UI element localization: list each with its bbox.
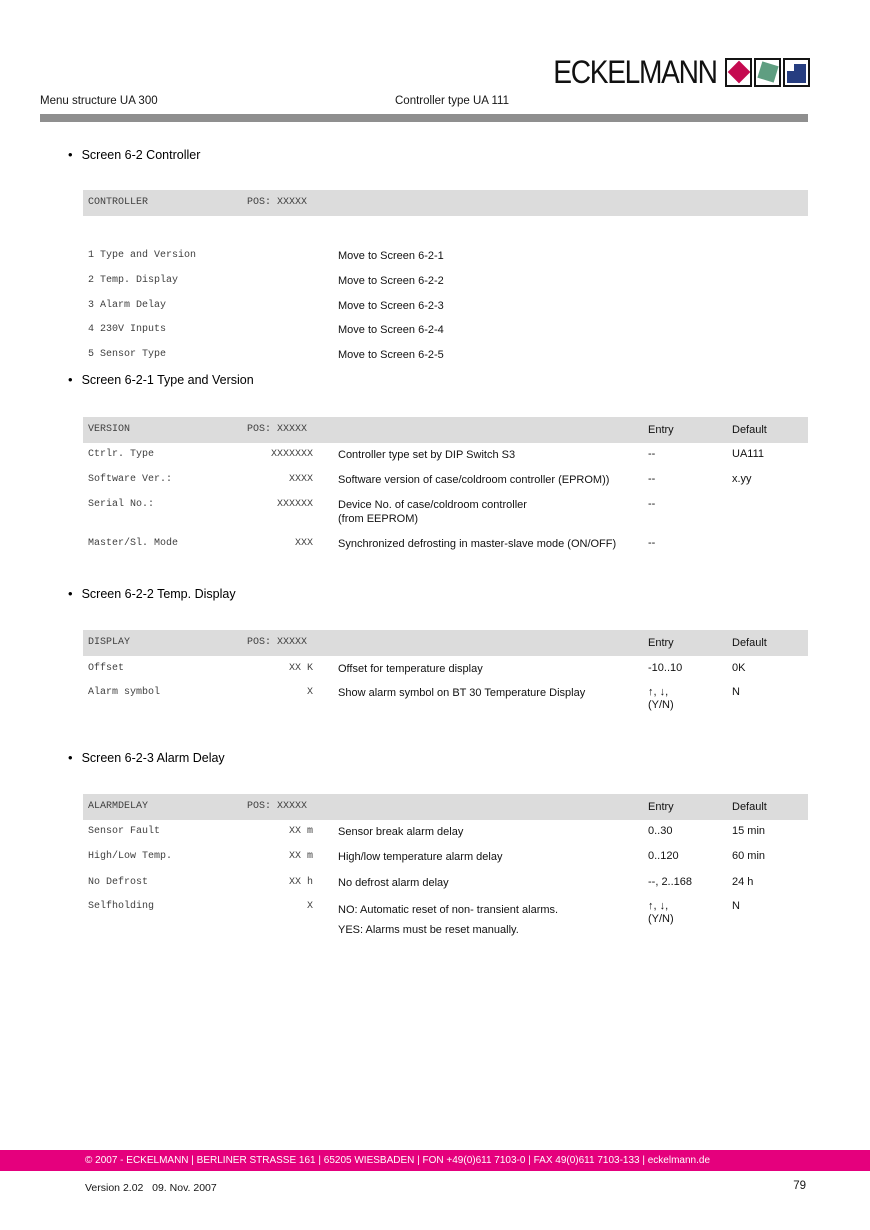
section-heading-6-2: • Screen 6-2 Controller: [68, 147, 200, 162]
row-description: High/low temperature alarm delay: [338, 851, 503, 863]
table-title: DISPLAY: [88, 637, 131, 648]
row-label: Selfholding: [88, 901, 155, 912]
table-screen-6-2: [83, 190, 808, 361]
logo-squares: [725, 58, 810, 87]
page-number: 79: [793, 1180, 806, 1192]
section-heading-6-2-1: • Screen 6-2-1 Type and Version: [68, 372, 254, 387]
row-entry: -10..10: [648, 662, 683, 674]
row-value: XXXX: [288, 474, 313, 485]
row-value: X: [306, 687, 313, 698]
table-row: [83, 851, 808, 865]
row-entry: ↑, ↓, (Y/N): [648, 900, 674, 925]
row-default: 24 h: [732, 876, 754, 888]
table-row: [83, 826, 808, 840]
row-description: Show alarm symbol on BT 30 Temperature Display: [338, 687, 586, 699]
row-label: Ctrlr. Type: [88, 449, 155, 460]
column-header-entry: Entry: [648, 637, 674, 649]
logo-square-blue-icon: [783, 58, 810, 87]
row-value: XX m: [288, 851, 313, 862]
row-label: Master/Sl. Mode: [88, 538, 179, 549]
table-title: ALARMDELAY: [88, 801, 149, 812]
row-description: Controller type set by DIP Switch S3: [338, 449, 516, 461]
column-header-entry: Entry: [648, 801, 674, 813]
row-label: Offset: [88, 663, 125, 674]
row-label: No Defrost: [88, 877, 149, 888]
row-label: Sensor Fault: [88, 826, 161, 837]
row-description: Move to Screen 6-2-2: [338, 275, 444, 287]
table-pos-field: POS: XXXXX: [247, 801, 308, 812]
row-default: N: [732, 686, 740, 698]
row-value: XXXXXX: [276, 499, 313, 510]
table-row: [83, 300, 808, 314]
row-entry: --: [648, 473, 656, 485]
table-screen-6-2-3: [83, 794, 808, 944]
section-heading-6-2-3: • Screen 6-2-3 Alarm Delay: [68, 750, 225, 765]
table-row: [83, 498, 808, 525]
logo-square-green-icon: [754, 58, 781, 87]
column-header-entry: Entry: [648, 424, 674, 436]
table-row: [83, 449, 808, 463]
table-row: [83, 663, 808, 677]
header-rule: [40, 114, 808, 122]
row-entry: 0..30: [648, 825, 673, 837]
row-description: No defrost alarm delay: [338, 877, 449, 889]
row-default: N: [732, 900, 740, 912]
row-entry: --, 2..168: [648, 876, 693, 888]
table-row: [83, 538, 808, 552]
table-header-band: [83, 190, 808, 216]
row-label: Alarm symbol: [88, 687, 161, 698]
row-value: X: [306, 901, 313, 912]
table-row: [83, 349, 808, 363]
row-default: 0K: [732, 662, 746, 674]
table-screen-6-2-1: [83, 417, 808, 572]
table-row: [83, 877, 808, 891]
column-header-default: Default: [732, 637, 767, 649]
row-entry: --: [648, 498, 656, 510]
row-default: UA111: [732, 448, 765, 460]
row-entry: ↑, ↓, (Y/N): [648, 686, 674, 711]
logo-square-crimson-icon: [725, 58, 752, 87]
row-default: 60 min: [732, 850, 766, 862]
table-row: [83, 324, 808, 338]
section-heading-6-2-2: • Screen 6-2-2 Temp. Display: [68, 586, 236, 601]
running-head-right: Controller type UA 111: [395, 95, 509, 107]
row-description: Offset for temperature display: [338, 663, 483, 675]
row-label: High/Low Temp.: [88, 851, 173, 862]
row-value: XX m: [288, 826, 313, 837]
row-description: Move to Screen 6-2-4: [338, 324, 444, 336]
row-description: Move to Screen 6-2-5: [338, 349, 444, 361]
column-header-default: Default: [732, 424, 767, 436]
row-entry: 0..120: [648, 850, 679, 862]
table-row: [83, 474, 808, 488]
row-entry: --: [648, 537, 656, 549]
row-label: 5 Sensor Type: [88, 349, 167, 360]
row-value: XX K: [288, 663, 313, 674]
table-header-band: [83, 794, 808, 820]
row-value: XXX: [294, 538, 313, 549]
table-title: VERSION: [88, 424, 131, 435]
table-pos-field: POS: XXXXX: [247, 424, 308, 435]
table-pos-field: POS: XXXXX: [247, 197, 308, 208]
row-description: Move to Screen 6-2-3: [338, 300, 444, 312]
row-label: 2 Temp. Display: [88, 275, 179, 286]
eckelmann-logo: [545, 55, 810, 89]
row-label: Serial No.:: [88, 499, 155, 510]
table-pos-field: POS: XXXXX: [247, 637, 308, 648]
table-screen-6-2-2: [83, 630, 808, 725]
table-row: [83, 686, 808, 711]
running-head-left: Menu structure UA 300: [40, 95, 158, 107]
row-description: Software version of case/coldroom controller (EPROM)): [338, 474, 610, 486]
row-default: x.yy: [732, 473, 752, 485]
row-description: NO: Automatic reset of non- transient alarms. YES: Alarms must be reset manually.: [338, 904, 559, 936]
version-text: Version 2.02 09. Nov. 2007: [85, 1182, 217, 1194]
row-label: 1 Type and Version: [88, 250, 197, 261]
logo-wordmark: ECKELMANN: [553, 54, 717, 90]
table-header-band: [83, 417, 808, 443]
row-description: Device No. of case/coldroom controller (from EEPROM): [338, 499, 527, 525]
table-header-band: [83, 630, 808, 656]
row-value: XXXXXXX: [270, 449, 313, 460]
table-row: [83, 250, 808, 264]
table-row: [83, 900, 808, 936]
row-description: Move to Screen 6-2-1: [338, 250, 444, 262]
row-value: XX h: [288, 877, 313, 888]
row-description: Synchronized defrosting in master-slave mode (ON/OFF): [338, 538, 617, 550]
table-row: [83, 275, 808, 289]
row-label: 3 Alarm Delay: [88, 300, 167, 311]
row-default: 15 min: [732, 825, 766, 837]
table-title: CONTROLLER: [88, 197, 149, 208]
column-header-default: Default: [732, 801, 767, 813]
row-label: 4 230V Inputs: [88, 324, 167, 335]
footer-address-bar: © 2007 - ECKELMANN | BERLINER STRASSE 161 | 65205 WIESBADEN | FON +49(0)611 7103-0 | FAX 49(0)611 7103-133 | eckelmann.de: [0, 1150, 870, 1171]
row-entry: --: [648, 448, 656, 460]
row-label: Software Ver.:: [88, 474, 173, 485]
row-description: Sensor break alarm delay: [338, 826, 464, 838]
